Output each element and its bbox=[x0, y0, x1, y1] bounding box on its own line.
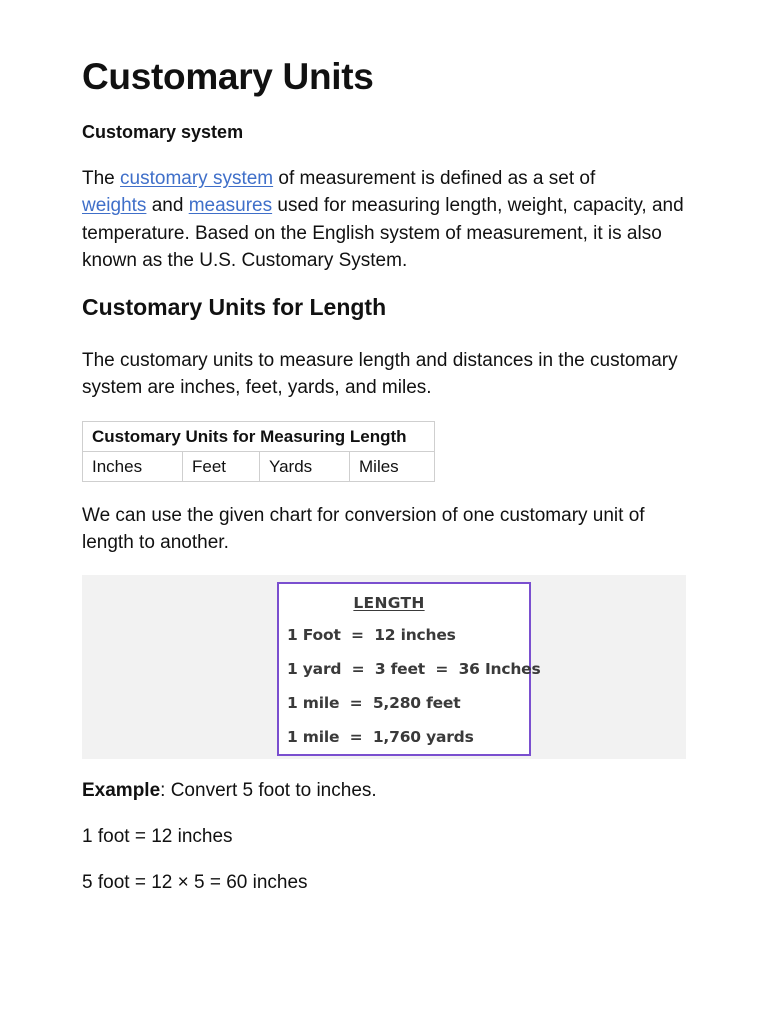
intro-text-4: used for measuring length, weight, capacity, and temperature. Based on the English system of measurement, it is also known as the U.S. Customary System. bbox=[82, 195, 684, 271]
chart-line-foot: 1 Foot = 12 inches bbox=[287, 626, 456, 644]
subheading: Customary system bbox=[82, 122, 244, 142]
table-row bbox=[83, 452, 435, 482]
table-header-row bbox=[83, 422, 435, 452]
table-cell-miles: Miles bbox=[350, 452, 435, 482]
chart-line-yard: 1 yard = 3 feet = 36 Inches bbox=[287, 660, 541, 678]
customary-system-link[interactable]: customary system bbox=[120, 168, 274, 189]
example-paragraph bbox=[82, 777, 692, 804]
chart-heading: LENGTH bbox=[353, 594, 425, 612]
chart-intro-paragraph: We can use the given chart for conversion of one customary unit of length to another. bbox=[82, 505, 645, 554]
intro-text-2: of measurement is defined as a set of bbox=[273, 168, 596, 189]
table-cell-feet: Feet bbox=[183, 452, 260, 482]
example-step-2: 5 foot = 12 × 5 = 60 inches bbox=[82, 872, 308, 893]
measures-link[interactable]: measures bbox=[188, 195, 273, 217]
table-cell-inches: Inches bbox=[83, 452, 183, 482]
weights-link[interactable]: weights bbox=[82, 195, 147, 217]
page-title: Customary Units bbox=[82, 56, 374, 97]
table-cell-yards: Yards bbox=[260, 452, 350, 482]
units-table bbox=[82, 421, 435, 482]
conversion-chart bbox=[277, 582, 541, 756]
conversion-chart-figure bbox=[82, 575, 686, 759]
chart-line-mile-yards: 1 mile = 1,760 yards bbox=[287, 728, 474, 746]
example-step-1: 1 foot = 12 inches bbox=[82, 826, 233, 847]
intro-text-1: The bbox=[82, 168, 121, 189]
intro-paragraph bbox=[82, 165, 692, 274]
intro-text-3: and bbox=[146, 195, 189, 217]
example-label: Example bbox=[82, 780, 161, 801]
chart-line-mile-feet: 1 mile = 5,280 feet bbox=[287, 694, 461, 712]
length-intro-paragraph: The customary units to measure length and distances in the customary system are inches, feet, yards, and miles. bbox=[82, 350, 678, 399]
example-text: : Convert 5 foot to inches. bbox=[160, 780, 377, 801]
table-header: Customary Units for Measuring Length bbox=[83, 422, 435, 452]
section-heading-length: Customary Units for Length bbox=[82, 294, 387, 320]
